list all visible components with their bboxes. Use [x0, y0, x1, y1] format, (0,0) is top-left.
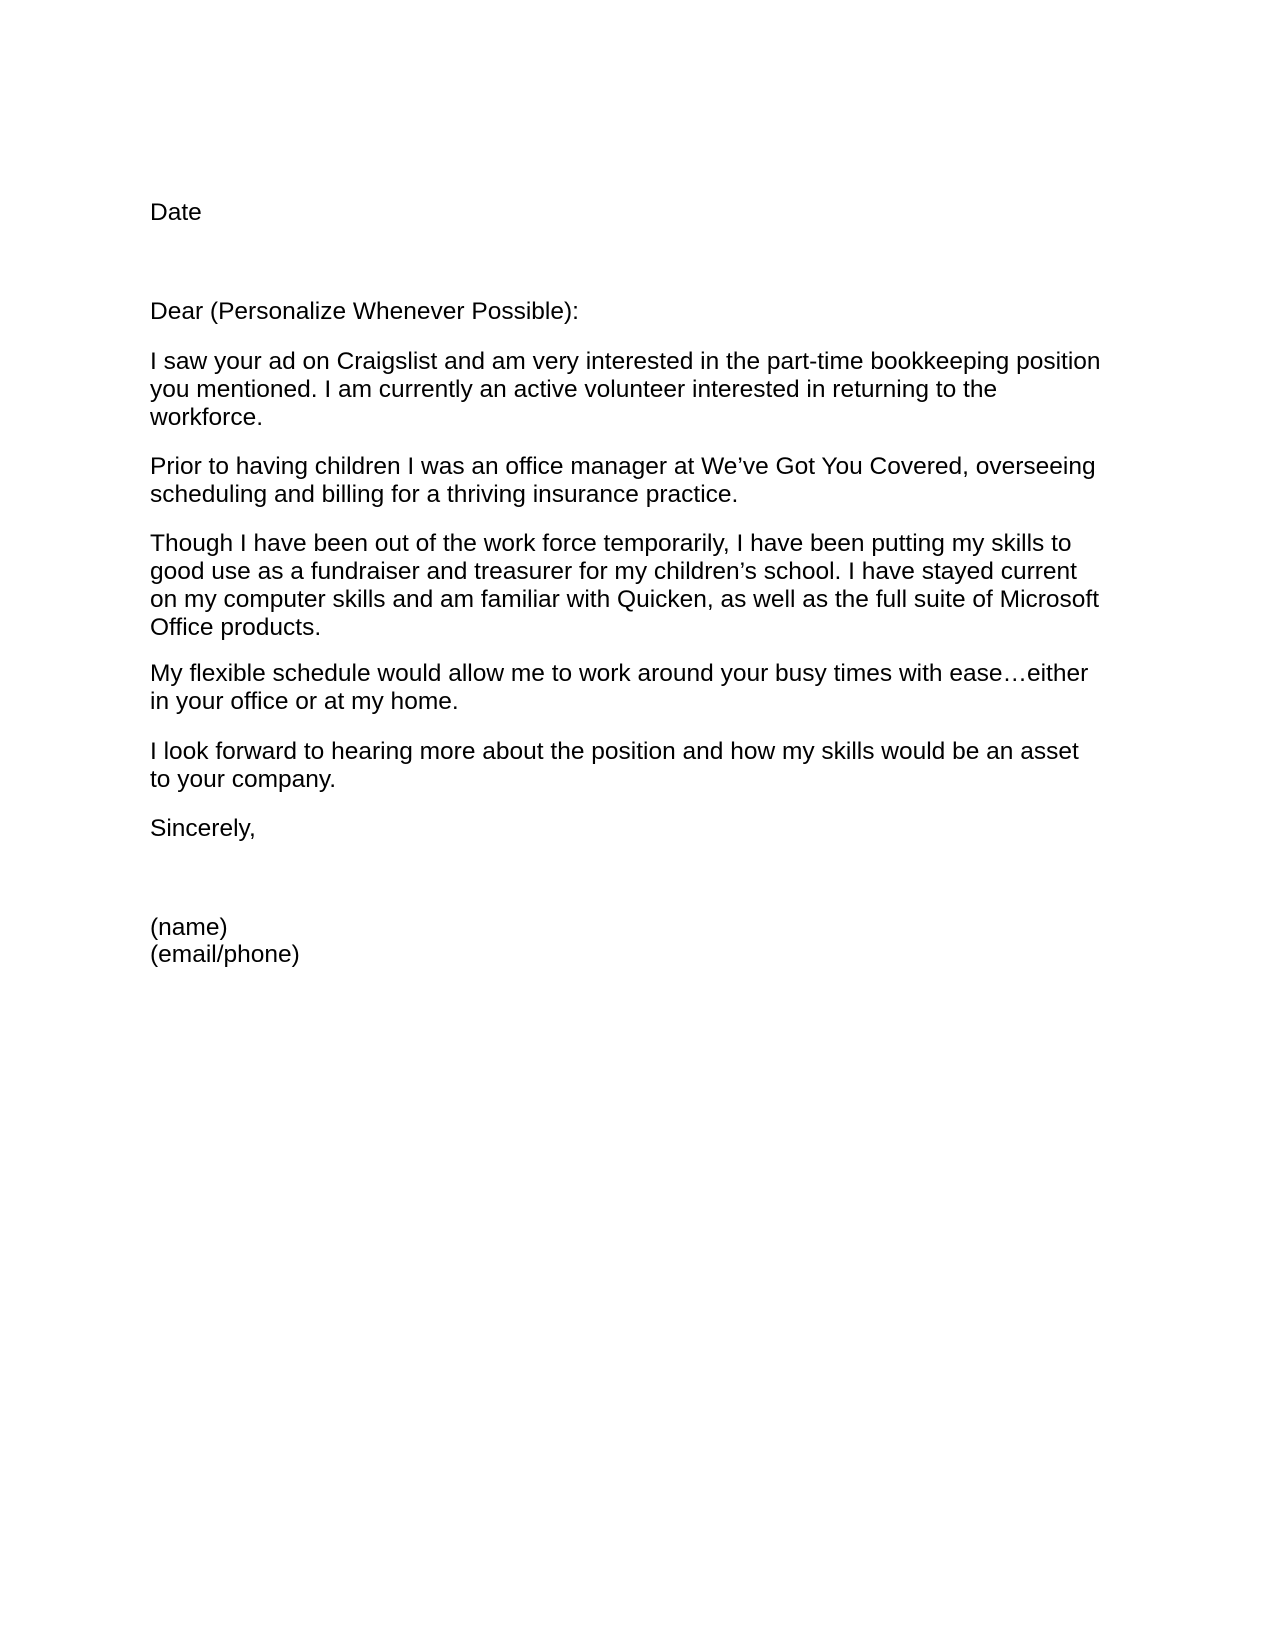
- paragraph-line: scheduling and billing for a thriving insurance practice.: [150, 481, 739, 508]
- signature-name: (name): [150, 914, 228, 941]
- letter-salutation: Dear (Personalize Whenever Possible):: [150, 298, 579, 325]
- paragraph-1: [150, 348, 1150, 432]
- paragraph-2: [150, 453, 1150, 509]
- letter-closing: Sincerely,: [150, 815, 256, 842]
- signature-contact: (email/phone): [150, 941, 300, 968]
- paragraph-3: [150, 530, 1150, 642]
- paragraph-line: I saw your ad on Craigslist and am very interested in the part-time bookkeeping position: [150, 348, 1101, 375]
- paragraph-5: [150, 738, 1150, 794]
- paragraph-line: Office products.: [150, 614, 322, 641]
- paragraph-4: [150, 660, 1150, 716]
- paragraph-line: workforce.: [150, 404, 264, 431]
- paragraph-line: on my computer skills and am familiar with Quicken, as well as the full suite of Microsoft: [150, 586, 1100, 613]
- paragraph-line: Though I have been out of the work force temporarily, I have been putting my skills to: [150, 530, 1072, 557]
- paragraph-line: to your company.: [150, 766, 337, 793]
- paragraph-line: Prior to having children I was an office manager at We’ve Got You Covered, overseeing: [150, 453, 1096, 480]
- paragraph-line: good use as a fundraiser and treasurer for my children’s school. I have stayed current: [150, 558, 1077, 585]
- paragraph-line: in your office or at my home.: [150, 688, 459, 715]
- letter-date: Date: [150, 199, 202, 226]
- paragraph-line: My flexible schedule would allow me to work around your busy times with ease…either: [150, 660, 1089, 687]
- paragraph-line: you mentioned. I am currently an active volunteer interested in returning to the: [150, 376, 998, 403]
- paragraph-line: I look forward to hearing more about the position and how my skills would be an asset: [150, 738, 1079, 765]
